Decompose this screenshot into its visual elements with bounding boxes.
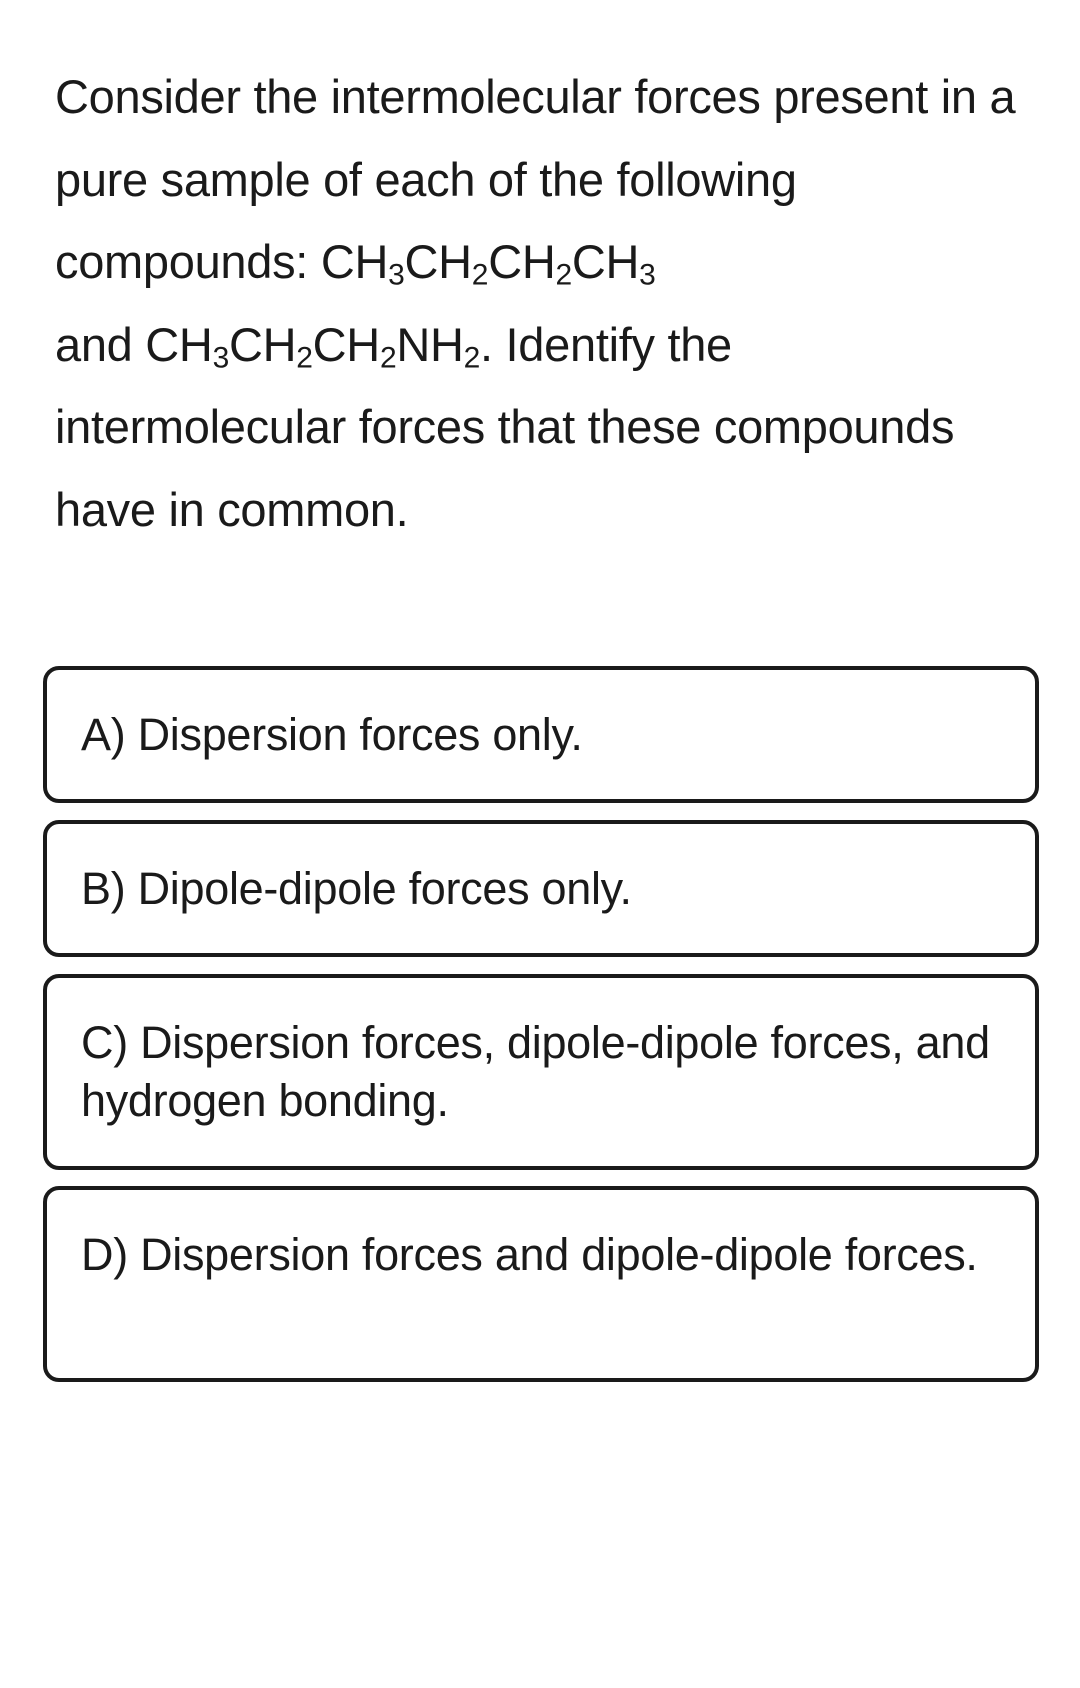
option-c-label: C) Dispersion forces, dipole-dipole forces, and hydrogen bonding. [81, 1017, 990, 1126]
option-a-label: A) Dispersion forces only. [81, 709, 583, 760]
option-d-button[interactable] [43, 1186, 1039, 1382]
question-text [55, 56, 1035, 551]
question-connector: and [55, 317, 146, 371]
compound-butane: $CH_3CH_2CH_2CH_3$ [320, 235, 656, 292]
compound-propylamine: $CH_3CH_2CH_2NH_2$ [145, 317, 481, 375]
option-b-label: B) Dipole-dipole forces only. [81, 863, 632, 914]
option-b-button[interactable] [43, 820, 1039, 957]
question-intro: Consider the intermolecular forces present in a pure sample of each of the following compounds: [55, 70, 1016, 288]
option-c-button[interactable] [43, 974, 1039, 1170]
question-tail: . Identify the intermolecular forces that these compounds have in common. [55, 317, 955, 536]
option-a-button[interactable] [43, 666, 1039, 803]
option-d-label: D) Dispersion forces and dipole-dipole forces. [81, 1229, 978, 1280]
